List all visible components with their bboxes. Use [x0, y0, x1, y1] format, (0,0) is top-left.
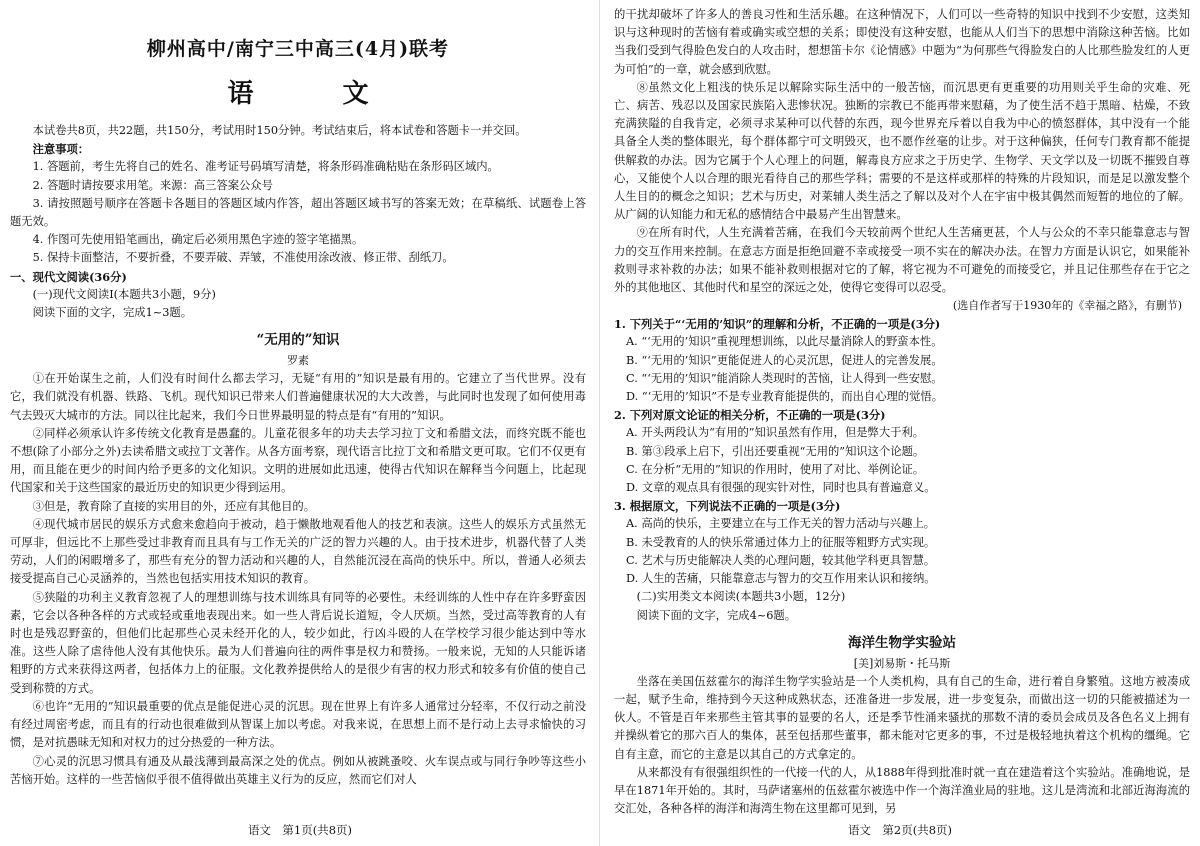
article-paragraph: ⑤狭隘的功利主义教育忽视了人的理想训练与技术训练具有同等的必要性。未经训练的人性中存在许多野蛮因素，它会以各种各样的方式或轻或重地表现出来。如一些人背后说长道短，令人厌烦。当然，受过高等教育的人有时也是残忍野蛮的，但他们比起那些心灵未经开化的人，较少如此，行凶斗殴的人在学校学习很少能达到中等水准。这些人除了虐待他人没有其他快乐。最为人们普遍向往的两件事是权力和赞扬。一般来说，无知的人只能诉诸粗野的方式来获得这两者，包括体力上的征服。文化教养提供给人的是很少有害的权力形式和较多有价值的使自己受到称赞的方式。	[10, 590, 586, 695]
exam-title: 柳州高中/南宁三中高三(4月)联考	[146, 38, 450, 60]
question-stem: 2. 下列对原文论证的相关分析，不正确的一项是(3分)	[614, 408, 886, 423]
question-option: A. 高尚的快乐，主要建立在与工作无关的智力活动与兴趣上。	[626, 517, 936, 531]
article-paragraph: ③但是，教育除了直接的实用目的外，还应有其他目的。	[32, 499, 316, 513]
article-paragraph: ⑦心灵的沉思习惯具有通及从最浅薄到最高深之处的优点。例如从被跳蚤咬、火车误点或与同行争吵等这些小苦恼开始。这样的一些苦恼似乎很不值得做出英雄主义行为的反应，然而它们对人	[10, 754, 586, 786]
note-item: 3. 请按照题号顺序在答题卡各题目的答题区域内作答，超出答题区域书写的答案无效；在草稿纸、试题卷上答题无效。	[10, 196, 586, 229]
subsection-heading: (一)现代文阅读Ⅰ(本题共3小题，9分)	[32, 287, 216, 301]
page-footer: 语文 第1页(共8页)	[247, 823, 353, 837]
article-paragraph: 坐落在美国伍兹霍尔的海洋生物学实验站是一个人类机构，具有自己的生命，进行着自身繁殖。这地方被凑成一起，赋予生命，维持到今天这种成熟状态，还准备进一步发展，进一步变复杂，而做出这一切的只能被描述为一伙人。不管是百年来那些主管其事的显要的名人，还是季节性涌来骚扰的那数不清的委员会成员及各色名义上拥有并操纵着它的那六百人的集体，甚至包括那些董事，都未能对它更多的事，不过是极轻地执着这个机构的缰绳。它自有主意，而它的主意是以其自己的方式拿定的。	[614, 674, 1190, 761]
question-stem: 3. 根据原文，下列说法不正确的一项是(3分)	[614, 499, 841, 514]
reading-instruction: 阅读下面的文字，完成4~6题。	[636, 608, 796, 622]
article-paragraph: ⑥也许“无用的”知识最重要的优点是能促进心灵的沉思。现在世界上有许多人通常过分轻率，不仅行动之前没有经过周密考虑，而且有的行动也很难做到从智谋上加以考虑。对我来说，在思想上而不是行动上去寻求愉快的习惯，是对抗愚昧无知和对权力的过分热爱的一种方法。	[10, 699, 586, 750]
subject-title: 语 文	[227, 79, 409, 109]
article-paragraph: ⑨在所有时代，人生充满着苦痛，在我们今天较前两个世纪人生苦痛更甚，个人与公众的不幸只能靠意志与智力的交互作用来控制。在意志方面是拒绝回避不幸或接受一项不实在的解决办法。在智力方面是认识它，如果能补救则寻求补救的办法；如果不能补救则根据对它的了解，将它视为不可避免的而接受它，并且记住那些存在于它之外的其他地区、其他时代和星空的深远之处，使得它变得可以忍受。	[614, 226, 1190, 295]
question-option: C. 艺术与历史能解决人类的心理问题，较其他学科更具智慧。	[626, 553, 936, 567]
article-author: [美]刘易斯・托马斯	[853, 656, 951, 670]
note-item: 5. 保持卡面整洁，不要折叠，不要弄破、弄皱，不准使用涂改液、修正带、刮纸刀。	[32, 251, 454, 265]
note-item: 2. 答题时请按要求用笔。来源：高三答案公众号	[32, 178, 273, 192]
note-item: 4. 作图可先使用铅笔画出，确定后必须用黑色字迹的签字笔描黑。	[32, 233, 364, 247]
question-option: B. 未受教育的人的快乐常通过体力上的征服等粗野方式实现。	[626, 535, 936, 549]
page-2	[600, 0, 1200, 846]
question-option: D. 文章的观点具有很强的现实针对性，同时也具有普遍意义。	[626, 481, 936, 495]
question-option: A. “‘无用的’知识”重视理想训练，以此尽量消除人的野蛮本性。	[626, 335, 943, 349]
question-option: A. 开头两段认为“有用的”知识虽然有作用，但是弊大于利。	[626, 426, 925, 440]
note-item: 1. 答题前，考生先将自己的姓名、准考证号码填写清楚，将条形码准确粘贴在条形码区域内。	[32, 160, 499, 174]
question-option: B. “‘无用的’知识”更能促进人的心灵沉思，促进人的完善发展。	[626, 353, 943, 367]
exam-intro: 本试卷共8页，共22题，共150分，考试用时150分钟。考试结束后，将本试卷和答题卡一并交回。	[32, 124, 527, 137]
reading-instruction: 阅读下面的文字，完成1~3题。	[32, 306, 192, 320]
question-option: C. “‘无用的’知识”能消除人类现时的苦恼，让人得到一些安慰。	[626, 371, 943, 385]
question-option: B. 第③段承上启下，引出还要重视“无用的”知识这个论题。	[626, 444, 925, 458]
article-paragraph: 从来都没有有很强组织性的一代接一代的人，从1888年得到批准时就一直在建造着这个实验站。准确地说，是早在1871年开始的。其时，马萨诸塞州的伍兹霍尔被选中作一个海洋渔业局的驻地。这儿是湾流和北部近海海流的交汇处，各种各样的海洋和海湾生物在这里都可见到，另	[614, 765, 1190, 816]
question-option: C. 在分析“无用的”知识的作用时，使用了对比、举例论证。	[626, 462, 925, 476]
question-option: D. 人生的苦痛，只能靠意志与智力的交互作用来认识和接纳。	[626, 572, 936, 586]
notes-heading: 注意事项：	[32, 142, 90, 157]
article-paragraph: 的干扰却破坏了许多人的善良习性和生活乐趣。在这种情况下，人们可以一些奇特的知识中找到不少安慰，这类知识与这种现时的苦恼有着或确实或空想的关系；即使没有这种安慰，也能从人们当下的思想中消除这种苦恼。比如当我们受到气得脸色发白的人攻击时，想想笛卡尔《论情感》中题为“为何那些气得脸发白的人比那些脸发红的人更为可怕”的一章，就会感到欣慰。	[614, 8, 1190, 76]
article-title: “无用的”知识	[256, 332, 340, 349]
article-source: (选自作者写于1930年的《幸福之路》，有删节)	[952, 299, 1182, 313]
article-paragraph: ⑧虽然文化上粗浅的快乐足以解除实际生活中的一般苦恼，而沉思更有更重要的功用则关乎生命的灾难、死亡、病苦、残忍以及国家民族陷入悲惨状况。独断的宗教已不能再带来慰藉，为了使生活不趋于黑暗、枯燥，不致充满狭隘的自我肯定，必须寻求某种可以代替的东西，现今世界充斥着以自我为中心的愤怒群体，其中没有一个能具备全人类的整体眼光，每个群体都宁可文明毁灭，也不愿作丝毫的让步。对于这种偏狭，任何专门教育都不能提供解救的办法。因为它属于个人心理上的问题，解毒良方应求之于历史学、生物学、天文学以及一切既不摧毁自尊心，又能使个人以合理的眼光看待自己的那些学科；需要的不是这样或那样的特殊的片段知识，而是足以激发整个人生目的的概念之知识；艺术与历史，对莱辅人类生活之了解以及对个人在宇宙中极其偶然而短暂的地位的了解。从广阔的认知能力和无私的感情结合中最易产生出智慧来。	[614, 80, 1190, 222]
subsection-heading: (二)实用类文本阅读(本题共3小题，12分)	[636, 590, 846, 604]
page-footer: 语文 第2页(共8页)	[847, 823, 953, 837]
question-option: D. “‘无用的’知识”不是专业教育能提供的，而出自心理的觉悟。	[626, 390, 943, 404]
article-paragraph: ②同样必须承认许多传统文化教育是愚蠢的。儿童花很多年的功夫去学习拉丁文和希腊文法，而终究既不能也不想(除了小部分之外)去读希腊文或拉丁文著作。从各方面考察，现代语言比拉丁文和希腊文更可取。它们不仅更有用，而且能在更少的时间内给予更多的文化知识。文明的进展如此迅速，使得古代知识在解释当今问题上，比起现代国家和关于这些国家的最近历史的知识更少得到运用。	[10, 426, 586, 495]
article-title: 海洋生物学实验站	[848, 634, 956, 651]
question-stem: 1. 下列关于“‘无用的’知识”的理解和分析，不正确的一项是(3分)	[614, 317, 941, 332]
section-heading: 一、现代文阅读(36分)	[10, 269, 127, 284]
article-author: 罗素	[287, 354, 309, 368]
article-paragraph: ④现代城市居民的娱乐方式愈来愈趋向于被动，趋于懒散地观看他人的技艺和表演。这些人的娱乐方式虽然无可厚非，但远比不上那些受过非教育而且具有与工作无关的广泛的智力兴趣的人。由于技术进步，机器代替了人类劳动，人们的闲暇增多了，那些有充分的智力活动和兴趣的人，自然能沉浸在高尚的快乐中。所以，普通人必须去接受提高自己心灵涵养的，当然也包括实用技术知识的教育。	[10, 517, 586, 586]
article-paragraph: ①在开始谋生之前，人们没有时间什么都去学习，无疑“有用的”知识是最有用的。它建立了当代世界。没有它，我们就没有机器、铁路、飞机。现代知识已带来人们普遍健康状况的大大改善，与此同时也发现了如何使用毒气去毁灭大城市的方法。同以往比起来，我们今日世界最明显的特点是有“有用的”知识。	[10, 372, 586, 422]
